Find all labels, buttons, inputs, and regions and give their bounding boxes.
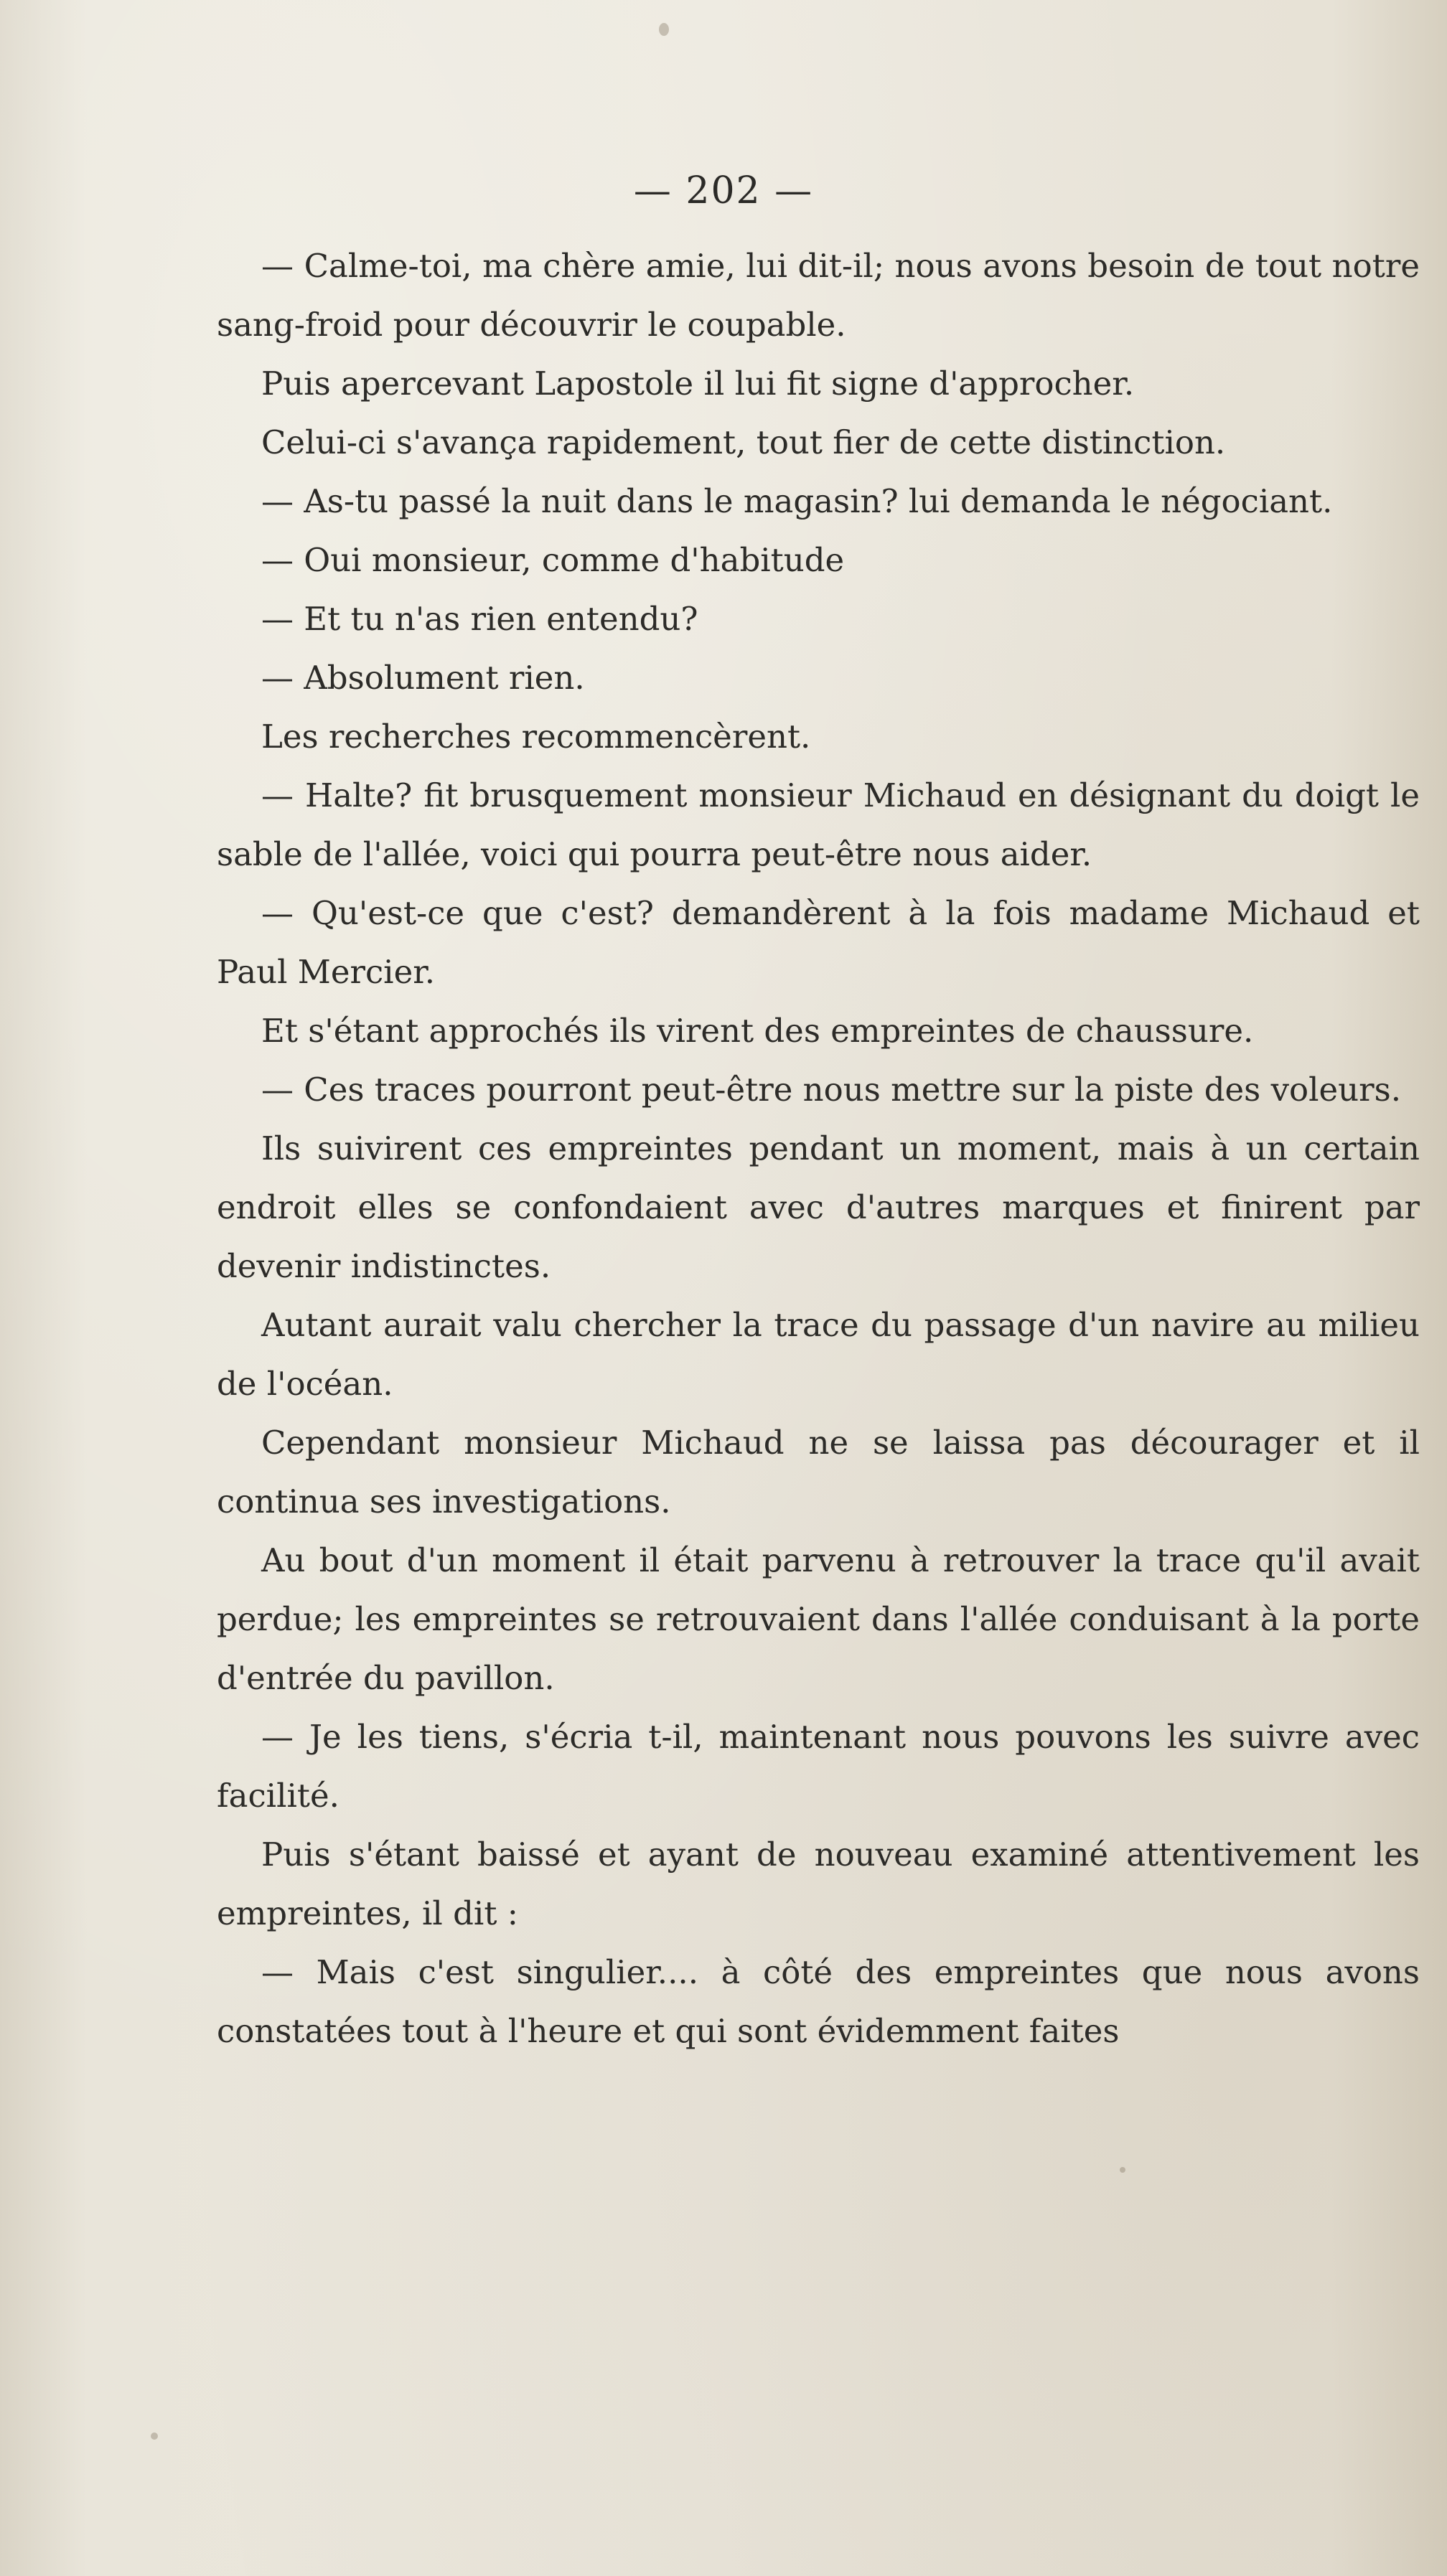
paragraph: — Qu'est-ce que c'est? demandèrent à la fois madame Michaud et Paul Mercier. <box>217 894 1420 991</box>
paper-speck <box>659 23 669 36</box>
paper-speck <box>1120 2167 1125 2173</box>
paragraph: Celui-ci s'avança rapidement, tout fier de cette distinction. <box>261 423 1226 461</box>
paper-speck <box>151 2432 158 2440</box>
paragraph: — Calme-toi, ma chère amie, lui dit-il; nous avons besoin de tout notre sang-froid pour découvrir le coupable. <box>217 247 1420 344</box>
paragraph: — Ces traces pourront peut-être nous mettre sur la piste des voleurs. <box>261 1071 1402 1109</box>
paragraph: — Halte? fit brusquement monsieur Michaud en désignant du doigt le sable de l'allée, voici qui pourra peut-être nous aider. <box>217 776 1420 873</box>
page-number: — 202 — <box>633 169 814 212</box>
paragraph: Au bout d'un moment il était parvenu à retrouver la trace qu'il avait perdue; les empreintes se retrouvaient dans l'allée conduisant à la porte d'entrée du pavillon. <box>217 1541 1420 1697</box>
paragraph: — Absolument rien. <box>261 659 585 697</box>
paragraph: Puis s'étant baissé et ayant de nouveau examiné attentivement les empreintes, il dit : <box>217 1835 1420 1932</box>
paragraph: Les recherches recommencèrent. <box>261 718 811 756</box>
paragraph: Cependant monsieur Michaud ne se laissa pas décourager et il continua ses investigations. <box>217 1424 1420 1520</box>
paragraph: — Oui monsieur, comme d'habitude <box>261 541 845 579</box>
paragraph: Ils suivirent ces empreintes pendant un moment, mais à un certain endroit elles se confondaient avec d'autres marques et finirent par devenir indistinctes. <box>217 1129 1420 1285</box>
paragraph: — As-tu passé la nuit dans le magasin? lui demanda le négociant. <box>261 482 1333 520</box>
paragraph: — Je les tiens, s'écria t-il, maintenant nous pouvons les suivre avec facilité. <box>217 1718 1420 1815</box>
paragraph: Autant aurait valu chercher la trace du passage d'un navire au milieu de l'océan. <box>217 1306 1420 1403</box>
paragraph: — Mais c'est singulier.... à côté des empreintes que nous avons constatées tout à l'heure et qui sont évidemment faites <box>217 1953 1420 2050</box>
body-text <box>217 237 1420 2061</box>
paragraph: — Et tu n'as rien entendu? <box>261 600 698 638</box>
paragraph: Et s'étant approchés ils virent des empreintes de chaussure. <box>261 1012 1254 1050</box>
paragraph: Puis apercevant Lapostole il lui fit signe d'approcher. <box>261 365 1135 403</box>
